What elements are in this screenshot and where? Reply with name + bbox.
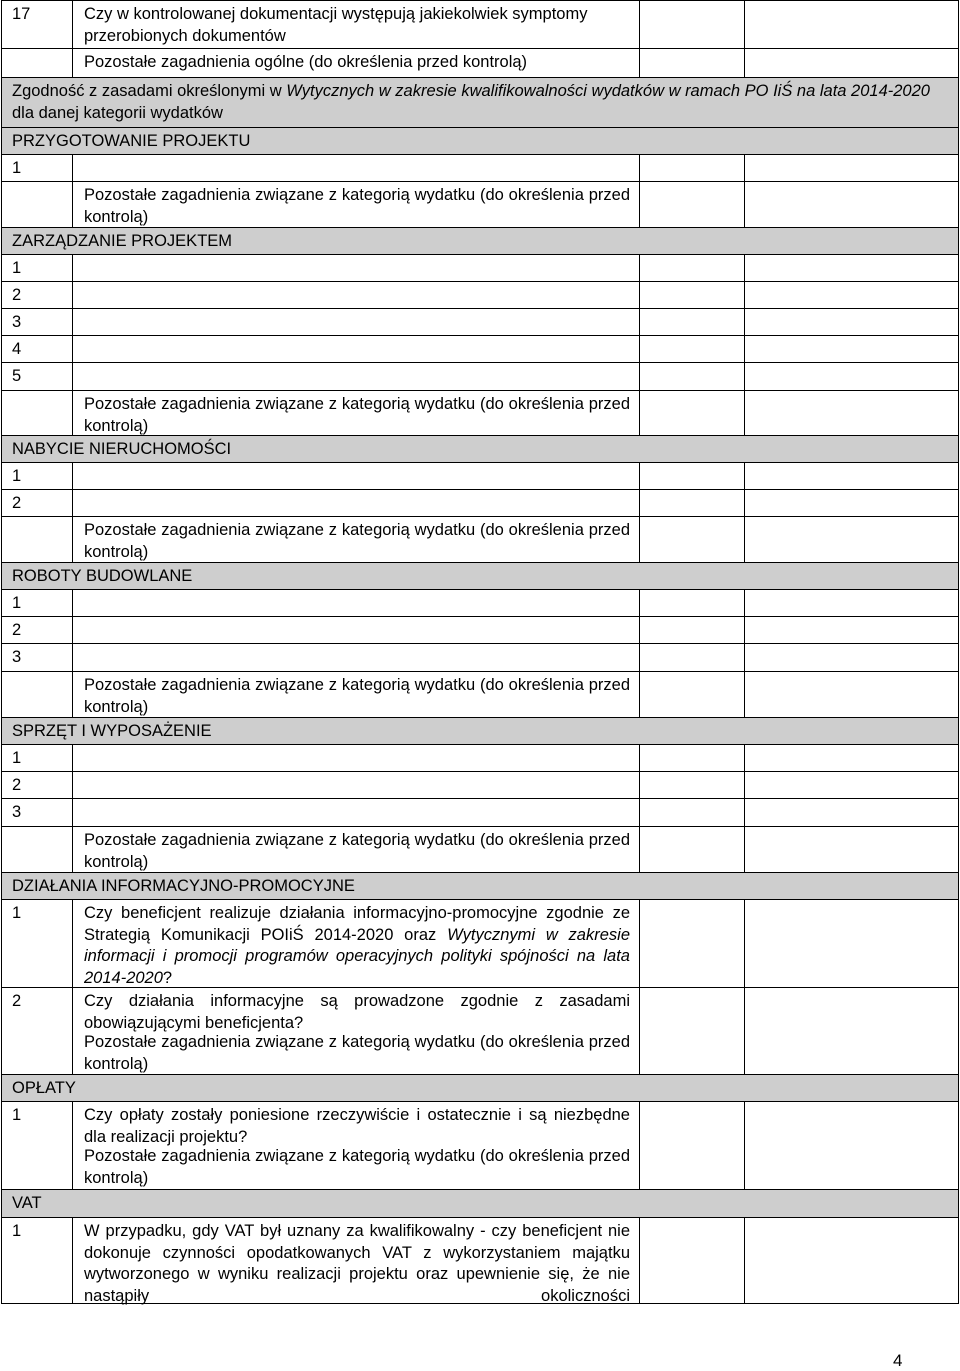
row-number: 2 <box>12 776 22 794</box>
column-divider <box>639 154 640 227</box>
section-title: ZARZĄDZANIE PROJEKTEM <box>12 232 233 250</box>
table-row <box>2 826 958 872</box>
row-number: 4 <box>12 340 22 358</box>
table-row <box>2 1217 958 1303</box>
table-row <box>2 987 958 1032</box>
section-header-oplaty <box>2 1074 958 1101</box>
row-number: 2 <box>12 992 22 1010</box>
column-divider <box>639 1101 640 1189</box>
section-header-zarzadzanie <box>2 227 958 254</box>
table-row <box>2 335 958 362</box>
section-header-roboty <box>2 562 958 589</box>
section-title: SPRZĘT I WYPOSAŻENIE <box>12 722 212 740</box>
question-text: Czy działania informacyjne są prowadzone zgodnie z zasadami obowiązującymi beneficjenta? <box>84 992 630 1032</box>
section-title: OPŁATY <box>12 1079 76 1097</box>
row-number: 2 <box>12 494 22 512</box>
column-divider <box>639 462 640 562</box>
row-number: 1 <box>12 159 22 177</box>
other-issues-text: Pozostałe zagadnienia związane z kategorią wydatku (do określenia przed kontrolą) <box>84 186 630 226</box>
section-header-nabycie <box>2 435 958 462</box>
other-issues-text: Pozostałe zagadnienia związane z kategorią wydatku (do określenia przed kontrolą) <box>84 1033 630 1073</box>
column-divider <box>744 1101 745 1189</box>
table-row <box>2 1101 958 1146</box>
column-divider <box>744 1 745 77</box>
column-divider <box>744 154 745 227</box>
table-row <box>2 1 958 48</box>
column-divider <box>72 1 73 77</box>
table-row <box>2 616 958 643</box>
column-divider <box>72 899 73 1074</box>
column-divider <box>72 744 73 872</box>
table-row <box>2 462 958 489</box>
section-header-sprzet <box>2 717 958 744</box>
column-divider <box>744 254 745 435</box>
table-row <box>2 1032 958 1074</box>
table-row <box>2 798 958 826</box>
table-row <box>2 362 958 390</box>
section-title: Zgodność z zasadami określonymi w Wytycznych w zakresie kwalifikowalności wydatków w ramach PO IiŚ na lata 2014-2020 dla danej kategorii wydatków <box>12 82 930 122</box>
row-number: 2 <box>12 621 22 639</box>
table-row <box>2 181 958 227</box>
table-row <box>2 48 958 77</box>
section-header-przygotowanie <box>2 127 958 154</box>
row-number: 5 <box>12 367 22 385</box>
other-general-issues: Pozostałe zagadnienia ogólne (do określenia przed kontrolą) <box>84 53 528 71</box>
section-title: VAT <box>12 1194 42 1212</box>
table-row <box>2 589 958 616</box>
row-number: 1 <box>12 594 22 612</box>
column-divider <box>72 254 73 435</box>
table-row <box>2 390 958 435</box>
table-row <box>2 1146 958 1189</box>
row-number: 3 <box>12 313 22 331</box>
section-header-vat <box>2 1189 958 1217</box>
question-text: Czy w kontrolowanej dokumentacji występują jakiekolwiek symptomy przerobionych dokumentów <box>84 5 588 45</box>
row-number: 2 <box>12 286 22 304</box>
row-number: 1 <box>12 259 22 277</box>
other-issues-text: Pozostałe zagadnienia związane z kategorią wydatku (do określenia przed kontrolą) <box>84 395 630 435</box>
row-number: 3 <box>12 803 22 821</box>
other-issues-text: Pozostałe zagadnienia związane z kategorią wydatku (do określenia przed kontrolą) <box>84 676 630 716</box>
table-row <box>2 281 958 308</box>
question-text: Czy beneficjent realizuje działania informacyjno-promocyjne zgodnie ze Strategią Komunikacji POIiŚ 2014-2020 oraz Wytycznymi w zakresie informacji i promocji programów operacyjnych polityki spójności na lata 2014-2020? <box>84 904 630 987</box>
column-divider <box>639 1 640 77</box>
table-row <box>2 516 958 562</box>
row-number: 3 <box>12 648 22 666</box>
column-divider <box>639 589 640 717</box>
row-number: 1 <box>12 1222 22 1240</box>
other-issues-text: Pozostałe zagadnienia związane z kategorią wydatku (do określenia przed kontrolą) <box>84 1147 630 1187</box>
other-issues-text: Pozostałe zagadnienia związane z kategorią wydatku (do określenia przed kontrolą) <box>84 521 630 561</box>
table-row <box>2 489 958 516</box>
row-number: 1 <box>12 467 22 485</box>
table-row <box>2 899 958 987</box>
row-number: 17 <box>12 5 31 23</box>
section-title: ROBOTY BUDOWLANE <box>12 567 193 585</box>
column-divider <box>72 589 73 717</box>
column-divider <box>72 1101 73 1189</box>
section-title: DZIAŁANIA INFORMACYJNO-PROMOCYJNE <box>12 877 355 895</box>
table-row <box>2 744 958 771</box>
column-divider <box>744 744 745 872</box>
column-divider <box>639 254 640 435</box>
row-number: 1 <box>12 1106 22 1124</box>
section-header-zgodnosc <box>2 77 958 127</box>
column-divider <box>744 899 745 1074</box>
column-divider <box>72 462 73 562</box>
row-number: 1 <box>12 904 22 922</box>
column-divider <box>72 154 73 227</box>
question-text: Czy opłaty zostały poniesione rzeczywiście i ostatecznie i są niezbędne dla realizacji projektu? <box>84 1106 630 1146</box>
column-divider <box>639 899 640 1074</box>
other-issues-text: Pozostałe zagadnienia związane z kategorią wydatku (do określenia przed kontrolą) <box>84 831 630 871</box>
column-divider <box>72 1217 73 1304</box>
column-divider <box>744 589 745 717</box>
column-divider <box>744 462 745 562</box>
section-title: PRZYGOTOWANIE PROJEKTU <box>12 132 251 150</box>
table-row <box>2 254 958 281</box>
page-number: 4 <box>893 1351 903 1370</box>
column-divider <box>639 1217 640 1304</box>
table-row <box>2 771 958 798</box>
table-row <box>2 308 958 335</box>
row-number: 1 <box>12 749 22 767</box>
section-title: NABYCIE NIERUCHOMOŚCI <box>12 440 232 458</box>
question-text: W przypadku, gdy VAT był uznany za kwalifikowalny - czy beneficjent nie dokonuje czynności opodatkowanych VAT z wykorzystaniem majątku wytworzonego w wyniku realizacji projektu oraz upewnienie się, że nie nastąpiły okoliczności <box>84 1222 630 1305</box>
section-header-dzialania <box>2 872 958 899</box>
column-divider <box>744 1217 745 1304</box>
column-divider <box>639 744 640 872</box>
table-row <box>2 154 958 181</box>
checklist-table <box>1 0 959 1304</box>
table-row <box>2 671 958 717</box>
table-row <box>2 643 958 671</box>
